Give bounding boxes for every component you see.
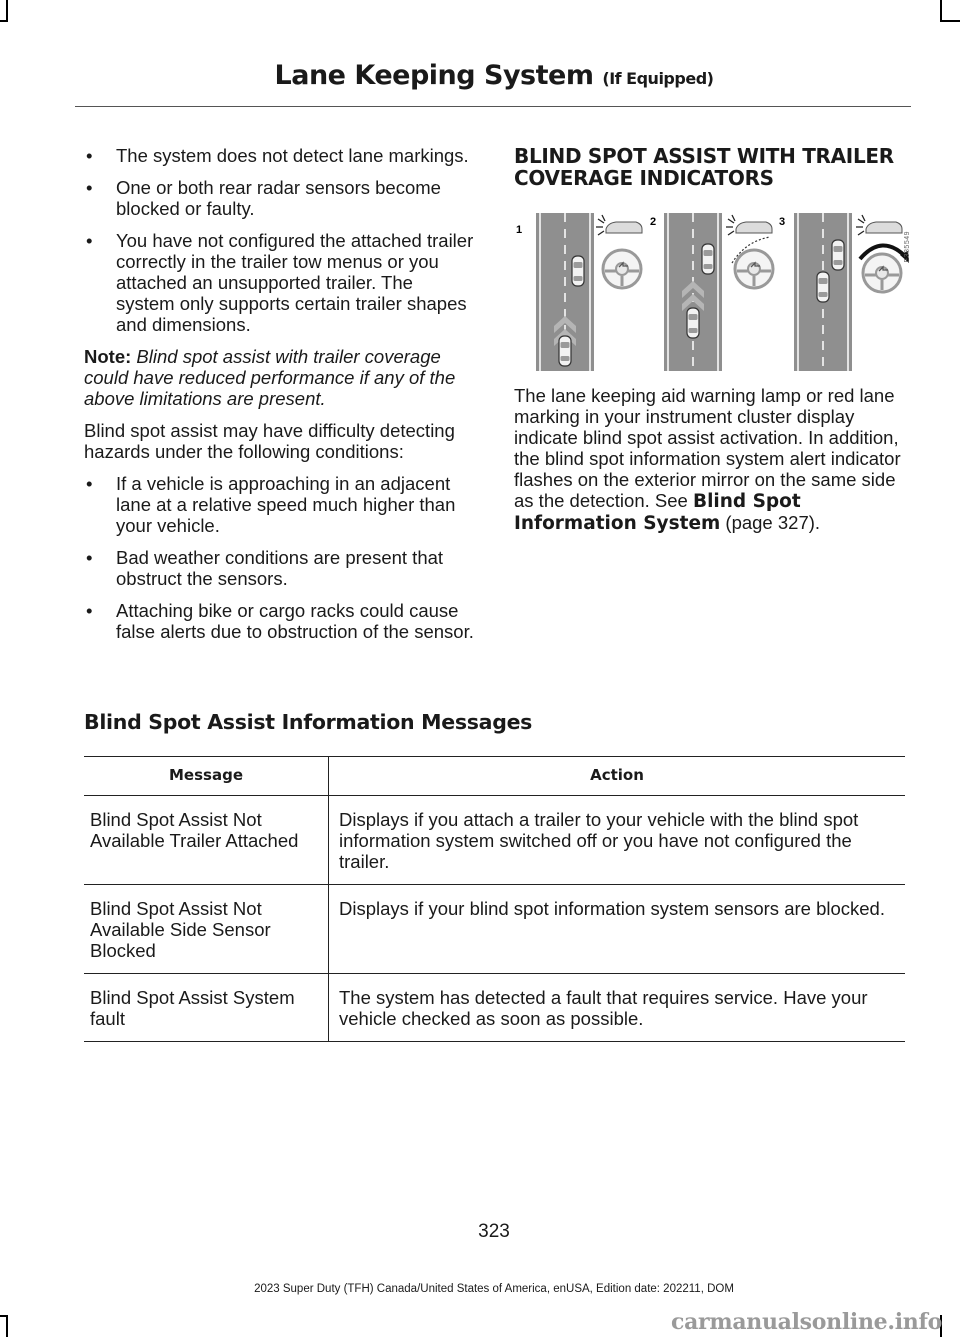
trailer-coverage-illustration xyxy=(514,211,910,373)
steering-wheel-icon xyxy=(735,250,773,288)
mirror-alert-icon xyxy=(726,215,772,235)
conditions-list xyxy=(84,473,476,642)
note-paragraph xyxy=(84,346,476,409)
steering-wheel-icon xyxy=(863,254,901,292)
message-cell: Blind Spot Assist System fault xyxy=(84,974,329,1042)
bullet-icon: • xyxy=(86,547,93,568)
bullet-icon: • xyxy=(86,145,93,166)
limitations-list xyxy=(84,145,476,335)
page-header-title xyxy=(0,60,960,91)
table-row xyxy=(84,974,905,1042)
page-number: 323 xyxy=(478,1221,510,1242)
action-cell: The system has detected a fault that requires service. Have your vehicle checked as soon as possible. xyxy=(329,974,906,1042)
mirror-alert-icon xyxy=(596,215,642,235)
table-header-row xyxy=(84,757,905,796)
note-text: Blind spot assist with trailer coverage could have reduced performance if any of the above limitations are present. xyxy=(84,346,456,409)
list-item: • If a vehicle is approaching in an adjacent lane at a relative speed much higher than your vehicle. xyxy=(86,473,456,536)
table-heading: Blind Spot Assist Information Messages xyxy=(84,710,533,734)
crop-mark xyxy=(0,1315,8,1317)
bullet-icon: • xyxy=(86,177,93,198)
message-cell: Blind Spot Assist Not Available Trailer Attached xyxy=(84,796,329,885)
table-row xyxy=(84,796,905,885)
action-cell: Displays if your blind spot information system sensors are blocked. xyxy=(329,885,906,974)
action-cell: Displays if you attach a trailer to your vehicle with the blind spot information system switched off or you have not configured the trailer. xyxy=(329,796,906,885)
mirror-alert-icon xyxy=(856,215,902,235)
bullet-icon: • xyxy=(86,473,93,494)
conditions-intro: Blind spot assist may have difficulty detecting hazards under the following conditions: xyxy=(84,420,455,462)
trailer-car-icon xyxy=(572,256,584,286)
message-cell: Blind Spot Assist Not Available Side Sensor Blocked xyxy=(84,885,329,974)
right-column xyxy=(514,145,910,545)
steering-wheel-icon xyxy=(603,250,641,288)
ego-car-icon xyxy=(559,336,571,366)
cross-reference-link[interactable]: Blind Spot Information System xyxy=(514,491,801,534)
trailer-car-icon xyxy=(702,244,714,274)
crop-mark xyxy=(6,1315,8,1337)
header-title-suffix: (If Equipped) xyxy=(602,69,714,88)
illustration-svg xyxy=(514,211,910,373)
watermark-logo: carmanualsonline.info xyxy=(671,1309,942,1335)
crop-mark xyxy=(0,20,8,22)
indicator-description: The lane keeping aid warning lamp or red lane marking in your instrument cluster display indicate blind spot assist activation. In addition, the blind spot information system alert indicator flashes on the exterior mirror on the same side as the detection. See Blind Spot Information System (page 327). xyxy=(514,385,901,534)
column-header-action: Action xyxy=(329,757,906,796)
header-divider xyxy=(75,106,911,107)
information-messages-table xyxy=(84,756,905,1042)
panel-label: 3 xyxy=(779,216,786,228)
list-item: • One or both rear radar sensors become blocked or faulty. xyxy=(86,177,441,219)
list-item: • The system does not detect lane markings. xyxy=(86,145,469,166)
section-heading: BLIND SPOT ASSIST WITH TRAILER COVERAGE INDICATORS xyxy=(514,144,894,190)
crop-mark xyxy=(940,0,942,20)
crop-mark xyxy=(940,20,960,22)
table-row xyxy=(84,885,905,974)
note-label: Note: xyxy=(84,346,132,367)
crop-mark xyxy=(6,0,8,20)
list-item: • Bad weather conditions are present that obstruct the sensors. xyxy=(86,547,444,589)
cross-reference-page: (page 327). xyxy=(720,512,821,533)
list-item: • You have not configured the attached trailer correctly in the trailer tow menus or you attached an unsupported trailer. The system only supports certain trailer shapes and dimensions. xyxy=(86,230,474,335)
bullet-icon: • xyxy=(86,600,93,621)
list-item: • Attaching bike or cargo racks could cause false alerts due to obstruction of the sensor. xyxy=(86,600,474,642)
left-column xyxy=(84,145,476,653)
ego-car-icon xyxy=(817,272,829,302)
panel-label: 1 xyxy=(516,224,523,236)
edition-footer: 2023 Super Duty (TFH) Canada/United States of America, enUSA, Edition date: 202211, DOM xyxy=(254,1283,734,1295)
figure-id: E385549 xyxy=(904,231,911,263)
trailer-car-icon xyxy=(832,240,844,270)
column-header-message: Message xyxy=(84,757,329,796)
panel-label: 2 xyxy=(650,216,657,228)
header-title-text: Lane Keeping System xyxy=(274,60,594,91)
bullet-icon: • xyxy=(86,230,93,251)
ego-car-icon xyxy=(687,308,699,338)
